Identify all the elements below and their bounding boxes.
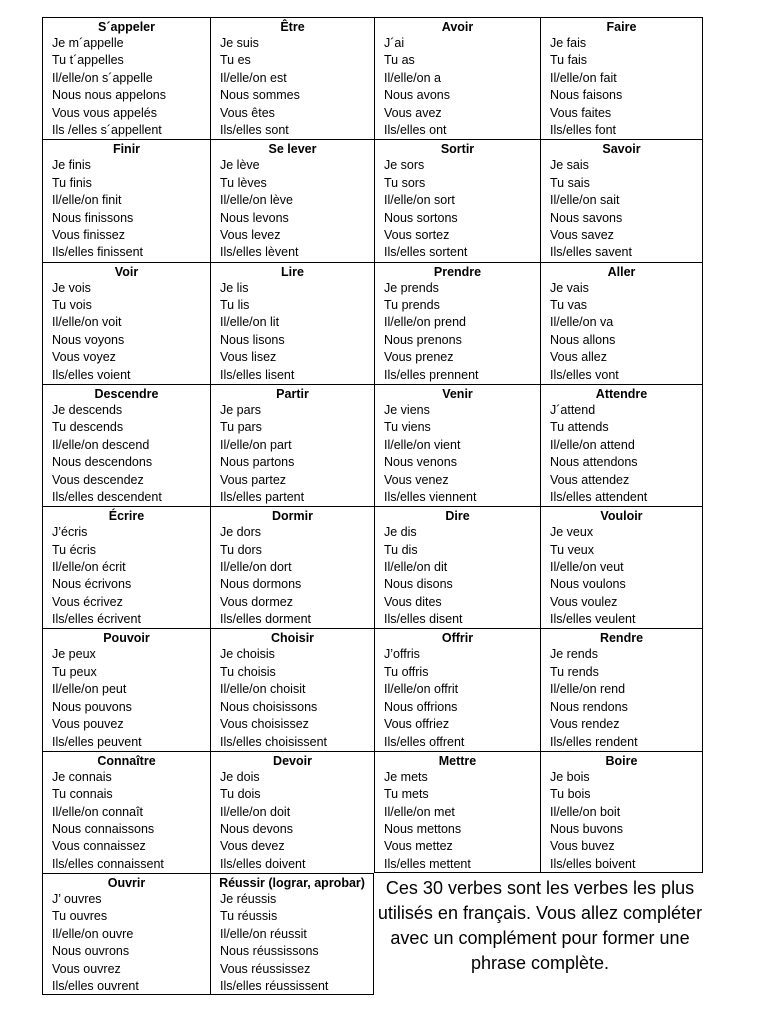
- conjugation-line: Vous voulez: [550, 594, 618, 609]
- conjugation-line: J’ ouvres: [52, 892, 102, 907]
- verb-title: Vouloir: [600, 509, 643, 524]
- verb-cell: [42, 628, 210, 750]
- conjugation-line: Tu lis: [220, 298, 250, 312]
- conjugation-line: Vous sortez: [384, 227, 450, 242]
- verb-cell: [42, 751, 210, 873]
- conjugation-line: Nous descendons: [52, 455, 153, 470]
- conjugation-line: Ils/elles lèvent: [220, 245, 299, 260]
- conjugation-line: Il/elle/on fait: [550, 70, 617, 85]
- conjugation-line: Je sors: [384, 158, 425, 173]
- conjugation-line: Vous dormez: [220, 594, 293, 609]
- verb-title: Devoir: [273, 753, 312, 768]
- conjugation-line: Il/elle/on est: [220, 70, 287, 85]
- verb-cell: [210, 506, 374, 628]
- conjugation-line: J´ai: [384, 36, 405, 50]
- conjugation-line: Il/elle/on voit: [52, 315, 122, 330]
- conjugation-line: Tu vois: [52, 298, 92, 312]
- conjugation-line: Vous réussissez: [220, 961, 311, 976]
- conjugation-line: Il/elle/on sait: [550, 193, 620, 208]
- conjugation-line: Il/elle/on réussit: [220, 926, 307, 941]
- conjugation-line: Il/elle/on rend: [550, 682, 626, 697]
- conjugation-line: Vous voyez: [52, 350, 116, 365]
- conjugation-line: Tu fais: [550, 53, 588, 68]
- conjugation-line: Ils/elles finissent: [52, 245, 144, 260]
- conjugation-line: Nous mettons: [384, 822, 462, 836]
- verb-title: Prendre: [433, 264, 482, 279]
- conjugation-line: Nous écrivons: [52, 577, 132, 592]
- verb-cell: [42, 384, 210, 506]
- conjugation-line: Tu dois: [220, 787, 261, 802]
- conjugation-line: Tu es: [220, 53, 251, 68]
- conjugation-line: Nous réussissons: [220, 944, 319, 959]
- conjugation-line: Je vais: [550, 280, 589, 295]
- conjugation-line: Ils/elles font: [550, 123, 617, 138]
- conjugation-line: Il/elle/on doit: [220, 804, 291, 819]
- conjugation-line: Nous venons: [384, 455, 457, 470]
- verb-title: Dire: [445, 509, 470, 524]
- conjugation-line: Tu écris: [52, 542, 96, 557]
- conjugation-line: Tu lèves: [220, 175, 267, 190]
- conjugation-line: Vous prenez: [384, 350, 454, 365]
- conjugation-line: Tu sais: [550, 175, 590, 190]
- conjugation-line: Tu veux: [550, 542, 595, 557]
- verb-title: Choisir: [270, 631, 315, 646]
- verb-cell: [210, 384, 374, 506]
- conjugation-line: Ils/elles prennent: [384, 367, 479, 382]
- conjugation-line: Vous attendez: [550, 472, 630, 487]
- conjugation-line: Vous allez: [550, 350, 607, 365]
- conjugation-line: Ils/elles disent: [384, 612, 463, 627]
- conjugation-line: Il/elle/on boit: [550, 804, 621, 819]
- conjugation-line: Je vois: [52, 280, 91, 295]
- conjugation-line: Ils/elles partent: [220, 489, 305, 504]
- verb-cell: [42, 17, 210, 139]
- conjugation-line: Ils/elles veulent: [550, 612, 636, 627]
- conjugation-line: Vous ouvrez: [52, 961, 121, 976]
- conjugation-line: Je bois: [550, 769, 590, 784]
- verb-title: Descendre: [94, 386, 159, 401]
- conjugation-line: Ils/elles ouvrent: [52, 979, 139, 994]
- verb-title: Rendre: [599, 631, 644, 646]
- verb-title: Être: [280, 20, 305, 34]
- conjugation-line: Nous dormons: [220, 577, 302, 592]
- verb-cell: [374, 139, 540, 261]
- conjugation-line: Je fais: [550, 36, 587, 50]
- verb-title: Dormir: [272, 509, 313, 524]
- verb-cell: [42, 873, 210, 995]
- conjugation-line: Ils/elles mettent: [384, 856, 471, 871]
- conjugation-line: Vous mettez: [384, 839, 453, 854]
- conjugation-line: Il/elle/on veut: [550, 560, 624, 574]
- conjugation-line: Ils /elles s´appellent: [52, 123, 162, 138]
- conjugation-line: Il/elle/on dit: [384, 560, 448, 574]
- conjugation-line: Ils/elles savent: [550, 245, 632, 260]
- conjugation-line: Vous venez: [384, 472, 449, 487]
- conjugation-line: Ils/elles dorment: [220, 612, 312, 627]
- conjugation-line: Ils/elles boivent: [550, 856, 636, 871]
- verb-cell: [540, 17, 703, 139]
- conjugation-line: Nous avons: [384, 88, 451, 103]
- conjugation-line: Il/elle/on sort: [384, 193, 455, 208]
- verb-title: Se lever: [268, 142, 317, 157]
- conjugation-line: Vous rendez: [550, 717, 620, 732]
- verb-cell: [210, 17, 374, 139]
- conjugation-line: Nous lisons: [220, 332, 285, 347]
- verb-title: Ouvrir: [107, 876, 146, 891]
- conjugation-line: Ils/elles descendent: [52, 489, 162, 504]
- conjugation-line: Nous pouvons: [52, 699, 132, 714]
- conjugation-line: Ils/elles sortent: [384, 245, 468, 260]
- verb-cell: [374, 628, 540, 750]
- conjugation-line: Je prends: [384, 280, 439, 295]
- verb-cell: [540, 262, 703, 384]
- conjugation-line: Vous connaissez: [52, 839, 146, 854]
- conjugation-line: Nous savons: [550, 210, 623, 225]
- conjugation-line: Nous levons: [220, 210, 289, 225]
- verb-cell: [540, 751, 703, 873]
- conjugation-line: Je réussis: [220, 892, 277, 907]
- verb-cell: [210, 873, 374, 995]
- conjugation-line: Vous partez: [220, 472, 287, 487]
- conjugation-line: Tu finis: [52, 175, 92, 190]
- verb-title: Lire: [281, 264, 304, 279]
- conjugation-line: Nous buvons: [550, 822, 623, 836]
- conjugation-line: Nous offrions: [384, 699, 458, 714]
- conjugation-line: Il/elle/on s´appelle: [52, 70, 153, 85]
- conjugation-line: Ils/elles réussissent: [220, 979, 329, 994]
- verb-cell: [374, 384, 540, 506]
- conjugation-line: Tu prends: [384, 298, 440, 312]
- conjugation-line: Je m´appelle: [52, 36, 124, 50]
- verb-cell: [374, 751, 540, 873]
- verb-title: S´appeler: [98, 20, 155, 34]
- conjugation-line: Tu descends: [52, 420, 124, 435]
- verb-cell: [374, 506, 540, 628]
- conjugation-line: Tu sors: [384, 175, 426, 190]
- conjugation-line: Il/elle/on finit: [52, 193, 122, 208]
- verb-title: Pouvoir: [103, 631, 150, 646]
- verb-title: Savoir: [602, 142, 641, 157]
- conjugation-line: Il/elle/on connaît: [52, 804, 144, 819]
- conjugation-line: Nous voulons: [550, 577, 626, 592]
- conjugation-line: Il/elle/on va: [550, 315, 614, 330]
- conjugation-line: Tu t´appelles: [52, 53, 124, 68]
- conjugation-line: Ils/elles ont: [384, 123, 447, 138]
- conjugation-line: Vous écrivez: [52, 594, 123, 609]
- conjugation-line: Tu as: [384, 53, 415, 68]
- conjugation-line: J’écris: [52, 525, 88, 540]
- conjugation-line: Vous levez: [220, 227, 281, 242]
- conjugation-line: Je pars: [220, 402, 261, 417]
- verb-title: Mettre: [438, 753, 477, 768]
- conjugation-line: Vous savez: [550, 227, 614, 242]
- verb-title: Sortir: [440, 142, 475, 157]
- conjugation-line: Il/elle/on dort: [220, 560, 292, 574]
- conjugation-line: Tu choisis: [220, 664, 276, 679]
- instruction-note: Ces 30 verbes sont les verbes les plus utilisés en français. Vous allez compléter avec un complément pour former une phrase complète.: [377, 878, 703, 973]
- conjugation-line: Je lis: [220, 280, 249, 295]
- conjugation-line: Je choisis: [220, 647, 275, 662]
- conjugation-line: Il/elle/on peut: [52, 682, 127, 697]
- conjugation-line: Vous êtes: [220, 105, 275, 120]
- verb-title: Boire: [605, 753, 638, 768]
- conjugation-line: Nous nous appelons: [52, 88, 166, 103]
- conjugation-line: Nous disons: [384, 577, 453, 592]
- conjugation-line: Ils/elles offrent: [384, 734, 465, 749]
- verb-cell: [42, 506, 210, 628]
- verb-title: Voir: [114, 264, 139, 279]
- conjugation-line: Tu bois: [550, 787, 591, 802]
- verb-cell: [540, 139, 703, 261]
- conjugation-line: Ils/elles connaissent: [52, 856, 164, 871]
- conjugation-line: Ils/elles viennent: [384, 489, 477, 504]
- conjugation-line: Tu peux: [52, 664, 97, 679]
- conjugation-line: Vous dites: [384, 594, 442, 609]
- conjugation-line: Tu dors: [220, 542, 262, 557]
- conjugation-line: Nous sommes: [220, 88, 300, 103]
- conjugation-line: Vous avez: [384, 105, 442, 120]
- verb-cell: [42, 139, 210, 261]
- conjugation-line: Tu attends: [550, 420, 609, 435]
- verb-title: Offrir: [441, 631, 474, 646]
- conjugation-line: Ils/elles doivent: [220, 856, 306, 871]
- conjugation-line: Nous attendons: [550, 455, 638, 470]
- conjugation-line: Nous ouvrons: [52, 944, 130, 959]
- conjugation-line: Ils/elles sont: [220, 123, 289, 138]
- conjugation-line: Je dois: [220, 769, 260, 784]
- verb-cell: [210, 628, 374, 750]
- conjugation-line: Ils/elles voient: [52, 367, 131, 382]
- verb-conjugation-table: [42, 17, 703, 995]
- conjugation-line: Nous allons: [550, 332, 616, 347]
- conjugation-line: Il/elle/on a: [384, 70, 441, 85]
- conjugation-line: Il/elle/on descend: [52, 437, 150, 452]
- conjugation-line: Nous partons: [220, 455, 295, 470]
- conjugation-line: Je finis: [52, 158, 91, 173]
- conjugation-line: Ils/elles peuvent: [52, 734, 142, 749]
- conjugation-line: Nous choisissons: [220, 699, 318, 714]
- conjugation-line: Tu connais: [52, 787, 113, 802]
- conjugation-line: Je veux: [550, 525, 594, 540]
- conjugation-line: Vous descendez: [52, 472, 144, 487]
- conjugation-line: Tu mets: [384, 787, 429, 802]
- conjugation-line: Nous voyons: [52, 332, 125, 347]
- conjugation-line: Tu pars: [220, 420, 262, 435]
- verb-title: Aller: [607, 264, 636, 279]
- conjugation-line: J’offris: [384, 647, 420, 662]
- conjugation-line: Ils/elles écrivent: [52, 612, 141, 627]
- conjugation-line: Nous finissons: [52, 210, 134, 225]
- verb-cell: [210, 262, 374, 384]
- verb-cell: [374, 17, 540, 139]
- conjugation-line: Nous connaissons: [52, 822, 155, 836]
- verb-title: Faire: [606, 20, 637, 34]
- verb-cell: [540, 628, 703, 750]
- conjugation-line: Il/elle/on part: [220, 437, 292, 452]
- conjugation-line: Tu offris: [384, 664, 429, 679]
- verb-title: Attendre: [595, 386, 648, 401]
- conjugation-line: Je mets: [384, 769, 428, 784]
- conjugation-line: Vous vous appelés: [52, 105, 157, 120]
- conjugation-line: Tu réussis: [220, 909, 278, 924]
- conjugation-line: Tu rends: [550, 664, 599, 679]
- verb-title: Avoir: [441, 20, 474, 34]
- conjugation-line: Tu dis: [384, 542, 418, 557]
- conjugation-line: Vous devez: [220, 839, 285, 854]
- verb-title: Finir: [112, 142, 141, 157]
- conjugation-line: Il/elle/on offrit: [384, 682, 459, 697]
- verb-title: Venir: [442, 386, 473, 401]
- conjugation-line: Tu ouvres: [52, 909, 108, 924]
- verb-cell: [540, 384, 703, 506]
- conjugation-line: Il/elle/on choisit: [220, 682, 306, 697]
- verb-cell: [540, 506, 703, 628]
- conjugation-line: J´attend: [550, 402, 596, 417]
- verb-title: Partir: [276, 386, 309, 401]
- conjugation-line: Ils/elles choisissent: [220, 734, 327, 749]
- conjugation-line: Je lève: [220, 158, 260, 173]
- conjugation-line: Il/elle/on prend: [384, 315, 467, 330]
- conjugation-line: Je descends: [52, 402, 123, 417]
- conjugation-line: Il/elle/on écrit: [52, 560, 126, 574]
- conjugation-line: Tu vas: [550, 298, 588, 312]
- conjugation-line: Vous buvez: [550, 839, 615, 854]
- conjugation-line: Il/elle/on lève: [220, 193, 293, 208]
- conjugation-line: Je viens: [384, 402, 430, 417]
- conjugation-line: Je sais: [550, 158, 589, 173]
- conjugation-line: Tu viens: [384, 420, 431, 435]
- conjugation-line: Nous sortons: [384, 210, 458, 225]
- verb-title: Réussir (lograr, aprobar): [219, 876, 365, 891]
- conjugation-line: Il/elle/on lit: [220, 315, 280, 330]
- conjugation-line: Nous faisons: [550, 88, 623, 103]
- conjugation-line: Vous lisez: [220, 350, 277, 365]
- conjugation-line: Ils/elles vont: [550, 367, 619, 382]
- conjugation-line: Je peux: [52, 647, 96, 662]
- conjugation-line: Il/elle/on met: [384, 804, 455, 819]
- conjugation-line: Vous pouvez: [52, 717, 124, 732]
- conjugation-line: Ils/elles lisent: [220, 367, 295, 382]
- verb-title: Écrire: [108, 509, 145, 524]
- conjugation-line: Il/elle/on attend: [550, 437, 635, 452]
- conjugation-line: Je dis: [384, 525, 417, 540]
- verb-cell: [210, 751, 374, 873]
- verb-cell: [374, 262, 540, 384]
- verb-cell: [210, 139, 374, 261]
- conjugation-line: Vous finissez: [52, 227, 125, 242]
- conjugation-line: Vous faites: [550, 105, 612, 120]
- conjugation-line: Ils/elles rendent: [550, 734, 638, 749]
- conjugation-line: Vous offriez: [384, 717, 450, 732]
- conjugation-line: Vous choisissez: [220, 717, 309, 732]
- conjugation-line: Je dors: [220, 525, 261, 540]
- conjugation-line: Nous prenons: [384, 332, 462, 347]
- conjugation-line: Il/elle/on ouvre: [52, 926, 134, 941]
- conjugation-line: Il/elle/on vient: [384, 437, 461, 452]
- conjugation-line: Nous rendons: [550, 699, 628, 714]
- conjugation-line: Je rends: [550, 647, 598, 662]
- verb-title: Connaître: [97, 753, 156, 768]
- conjugation-line: Je suis: [220, 36, 259, 50]
- verb-cell: [42, 262, 210, 384]
- conjugation-line: Je connais: [52, 769, 112, 784]
- conjugation-line: Ils/elles attendent: [550, 489, 648, 504]
- conjugation-line: Nous devons: [220, 822, 293, 836]
